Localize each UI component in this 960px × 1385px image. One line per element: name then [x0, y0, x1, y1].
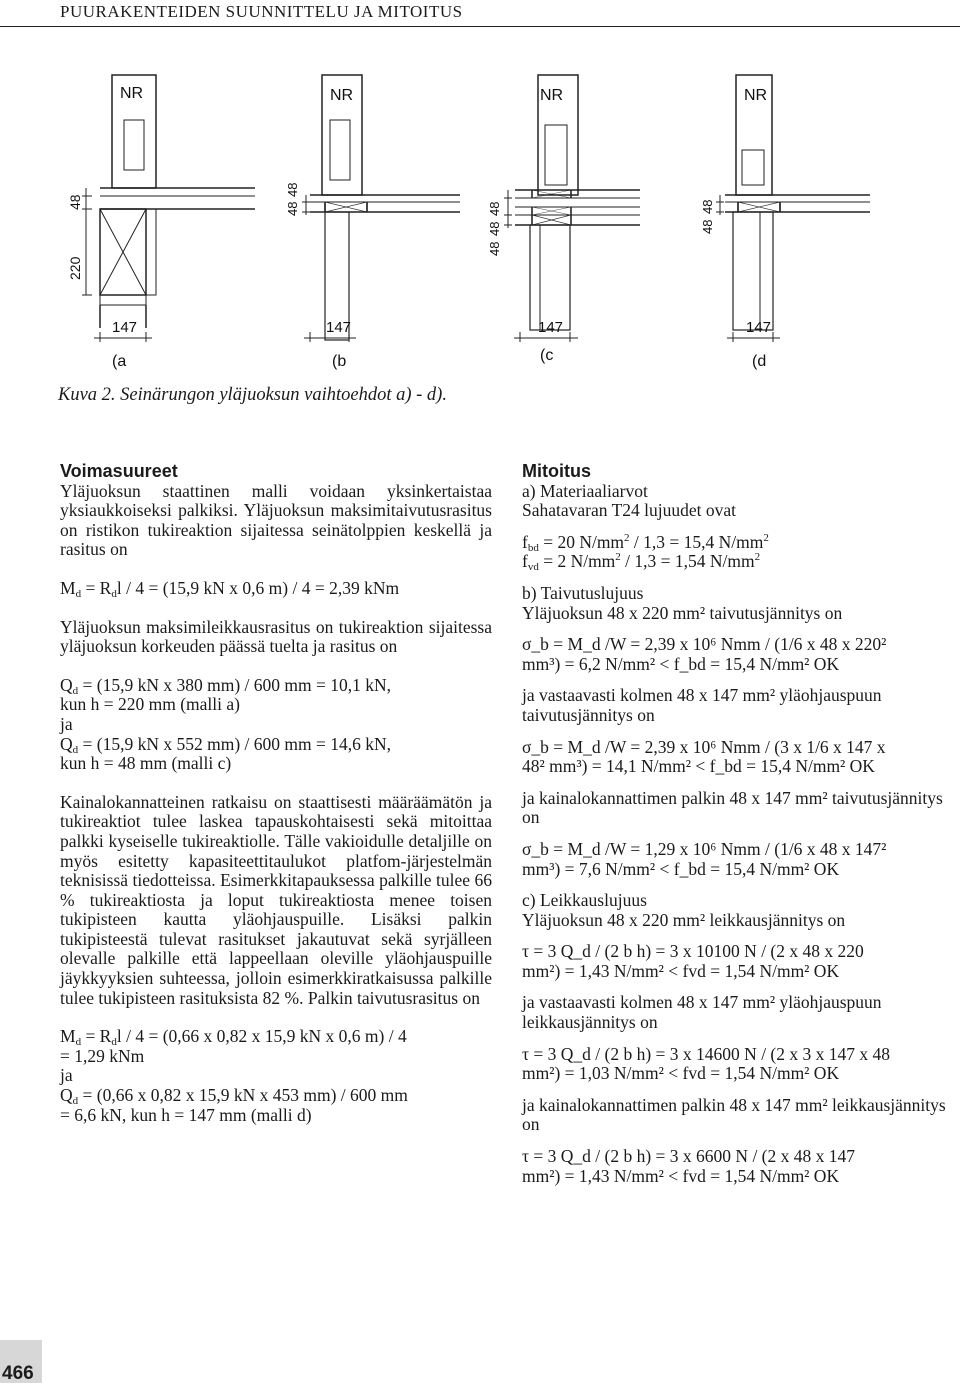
- section-heading-mitoitus: Mitoitus: [522, 461, 591, 481]
- equation-tau-3: τ = 3 Q_d / (2 b h) = 3 x 6600 N / (2 x 48 x 147 mm²) = 1,43 N/mm² < fvd = 1,54 N/mm² OK: [522, 1146, 856, 1186]
- panel-c-top-label: NR: [540, 87, 564, 104]
- paragraph-static-model: Yläjuoksun staattinen malli voidaan yksinkertaistaa yksiaukkoiseksi palkiksi. Yläjuoksun maksimitaivutusrasitus on ristikon tukireaktion sijaitessa seinätolppien keskellä ja rasitus on: [60, 480, 492, 560]
- panel-d-top-label: NR: [744, 87, 768, 104]
- equation-shear-3: $Q_d = (0,66$ x 0,82 x 15,9 kN x 453 mm) / 600 mm = 6,6 kN, kun h = 147 mm (malli d): [60, 1085, 408, 1125]
- paragraph-kainalo: Kainalokannatteinen ratkaisu on staattisesti määräämätön ja tukireaktiot tulee laskea tapauskohtaisesti sekä mitoittaa palkki kyseiselle tukireaktiolle. Tälle vakioidulle detaljille on myös esitetty kapasiteettitaulukot platfom-järjestelmän teknisissä tiedotteissa. Esimerkkitapauksessa palkille tulee 66 % tukireaktiosta ja loput tukireaktiosta menee toisen tukipisteen kautta yläohjauspuille. Lisäksi palkin tukipisteestä tulevat rasitukset jakautuvat sekä syrjälleen olevalle palkille että lappeellaan oleville yläohjauspuille jäykkyyksien suhteessa, jolloin esimerkkiratkaisussa palkille tulee tukipisteen rasituksista 82 %. Palkin taivutusrasitus on: [60, 791, 492, 1008]
- panel-a-width-label: 147: [112, 319, 138, 336]
- equation-fvd: $f_{vd} = 2$ $N/mm^2 / 1,3 = 1,54$ $N/mm^2$: [522, 551, 761, 574]
- header-rule: [0, 26, 960, 27]
- text-bending-1: Yläjuoksun 48 x 220 mm² taivutusjännitys on: [522, 602, 843, 623]
- panel-b-dim-1: 48: [285, 201, 300, 216]
- left-column: [60, 462, 492, 1125]
- panel-d-letter: (d: [752, 353, 767, 370]
- equation-fbd: $f_{bd} = 20$ $N/mm^2 / 1,3 = 15,4$ $N/mm^2$: [522, 531, 769, 554]
- running-header: PUURAKENTEIDEN SUUNNITTELU JA MITOITUS: [60, 2, 463, 21]
- section-heading-voimasuureet: Voimasuureet: [60, 461, 178, 481]
- subheading-leikkauslujuus: c) Leikkauslujuus: [522, 890, 647, 911]
- panel-d: [700, 75, 870, 370]
- panel-c-dim-2: 48: [487, 221, 502, 236]
- right-column: [522, 462, 958, 1186]
- equation-sigma-1: σ_b = M_d /W = 2,39 x 10⁶ Nmm / (1/6 x 48 x 220² mm³) = 6,2 N/mm² < f_bd = 15,4 N/mm² OK: [522, 634, 887, 674]
- equation-shear-1: $Q_d = (15,9$ kN x 380 mm) / 600 mm = 10,1 kN, kun h = 220 mm (malli a): [60, 674, 391, 715]
- text-shear-3: ja kainalokannattimen palkin 48 x 147 mm² leikkausjännitys on: [522, 1094, 946, 1135]
- equation-sigma-3: σ_b = M_d /W = 1,29 x 10⁶ Nmm / (1/6 x 48 x 147² mm³) = 7,6 N/mm² < f_bd = 15,4 N/mm² OK: [522, 838, 887, 879]
- figure-wall-top-plate-alternatives: [0, 70, 960, 380]
- figure-caption: Kuva 2. Seinärungon yläjuoksun vaihtoehdot a) - d).: [58, 385, 447, 405]
- equation-shear-2: $Q_d = (15,9$ kN x 552 mm) / 600 mm = 14,6 kN, kun h = 48 mm (malli c): [60, 733, 391, 774]
- panel-b-top-label: NR: [330, 87, 354, 104]
- panel-b-letter: (b: [332, 353, 347, 370]
- page-number: 466: [2, 1363, 34, 1384]
- text-ja-2: ja: [60, 1065, 73, 1086]
- panel-c-dim-1: 48: [487, 241, 502, 256]
- text-bending-2: ja vastaavasti kolmen 48 x 147 mm² yläohjauspuun taivutusjännitys on: [522, 685, 882, 725]
- equation-moment-2: $M_d = R_dl / 4 = (0,66$ x 0,82 x 15,9 kN x 0,6 m) / 4 = 1,29 kNm: [60, 1026, 407, 1066]
- panel-a-letter: (a: [112, 353, 127, 370]
- panel-c-letter: (c: [540, 347, 554, 364]
- text-lujuudet: Sahatavaran T24 lujuudet ovat: [522, 500, 736, 521]
- panel-d-dim-1: 48: [700, 219, 715, 234]
- panel-a-top-label: NR: [120, 85, 144, 102]
- subheading-materiaaliarvot: a) Materiaaliarvot: [522, 480, 648, 501]
- paragraph-shear: Yläjuoksun maksimileikkausrasitus on tukireaktion sijaitessa yläjuoksun korkeuden päässä tuelta ja rasitus on: [60, 616, 492, 657]
- text-shear-1: Yläjuoksun 48 x 220 mm² leikkausjännitys on: [522, 909, 846, 930]
- panel-a-dim-1: 48: [67, 194, 83, 210]
- text-shear-2: ja vastaavasti kolmen 48 x 147 mm² yläohjauspuun leikkausjännitys on: [522, 992, 882, 1033]
- panel-b-width-label: 147: [326, 319, 352, 336]
- equation-moment-1: $M_d = R_dl / 4 = (15,9$ kN x 0,6 m) / 4 = 2,39 kNm: [60, 577, 400, 600]
- panel-b: [285, 75, 460, 370]
- panel-b-dim-2: 48: [285, 182, 300, 197]
- equation-sigma-2: σ_b = M_d /W = 2,39 x 10⁶ Nmm / (3 x 1/6 x 147 x 48² mm³) = 14,1 N/mm² < f_bd = 15,4 N/mm² OK: [522, 736, 886, 777]
- equation-tau-1: τ = 3 Q_d / (2 b h) = 3 x 10100 N / (2 x 48 x 220 mm²) = 1,43 N/mm² < fvd = 1,54 N/mm² OK: [522, 941, 864, 981]
- text-bending-3: ja kainalokannattimen palkin 48 x 147 mm² taivutusjännitys on: [522, 787, 943, 828]
- panel-d-dim-2: 48: [700, 199, 715, 214]
- text-ja-1: ja: [60, 713, 73, 734]
- equation-tau-2: τ = 3 Q_d / (2 b h) = 3 x 14600 N / (2 x 3 x 147 x 48 mm²) = 1,03 N/mm² < fvd = 1,54 N/mm² OK: [522, 1043, 891, 1084]
- panel-a: [67, 75, 255, 370]
- figure-drawing: [0, 70, 960, 380]
- subheading-taivutuslujuus: b) Taivutuslujuus: [522, 582, 644, 603]
- panel-c: [487, 75, 640, 364]
- panel-a-dim-2: 220: [67, 256, 83, 280]
- panel-d-width-label: 147: [746, 319, 772, 336]
- panel-c-dim-3: 48: [487, 201, 502, 216]
- panel-c-width-label: 147: [538, 319, 564, 336]
